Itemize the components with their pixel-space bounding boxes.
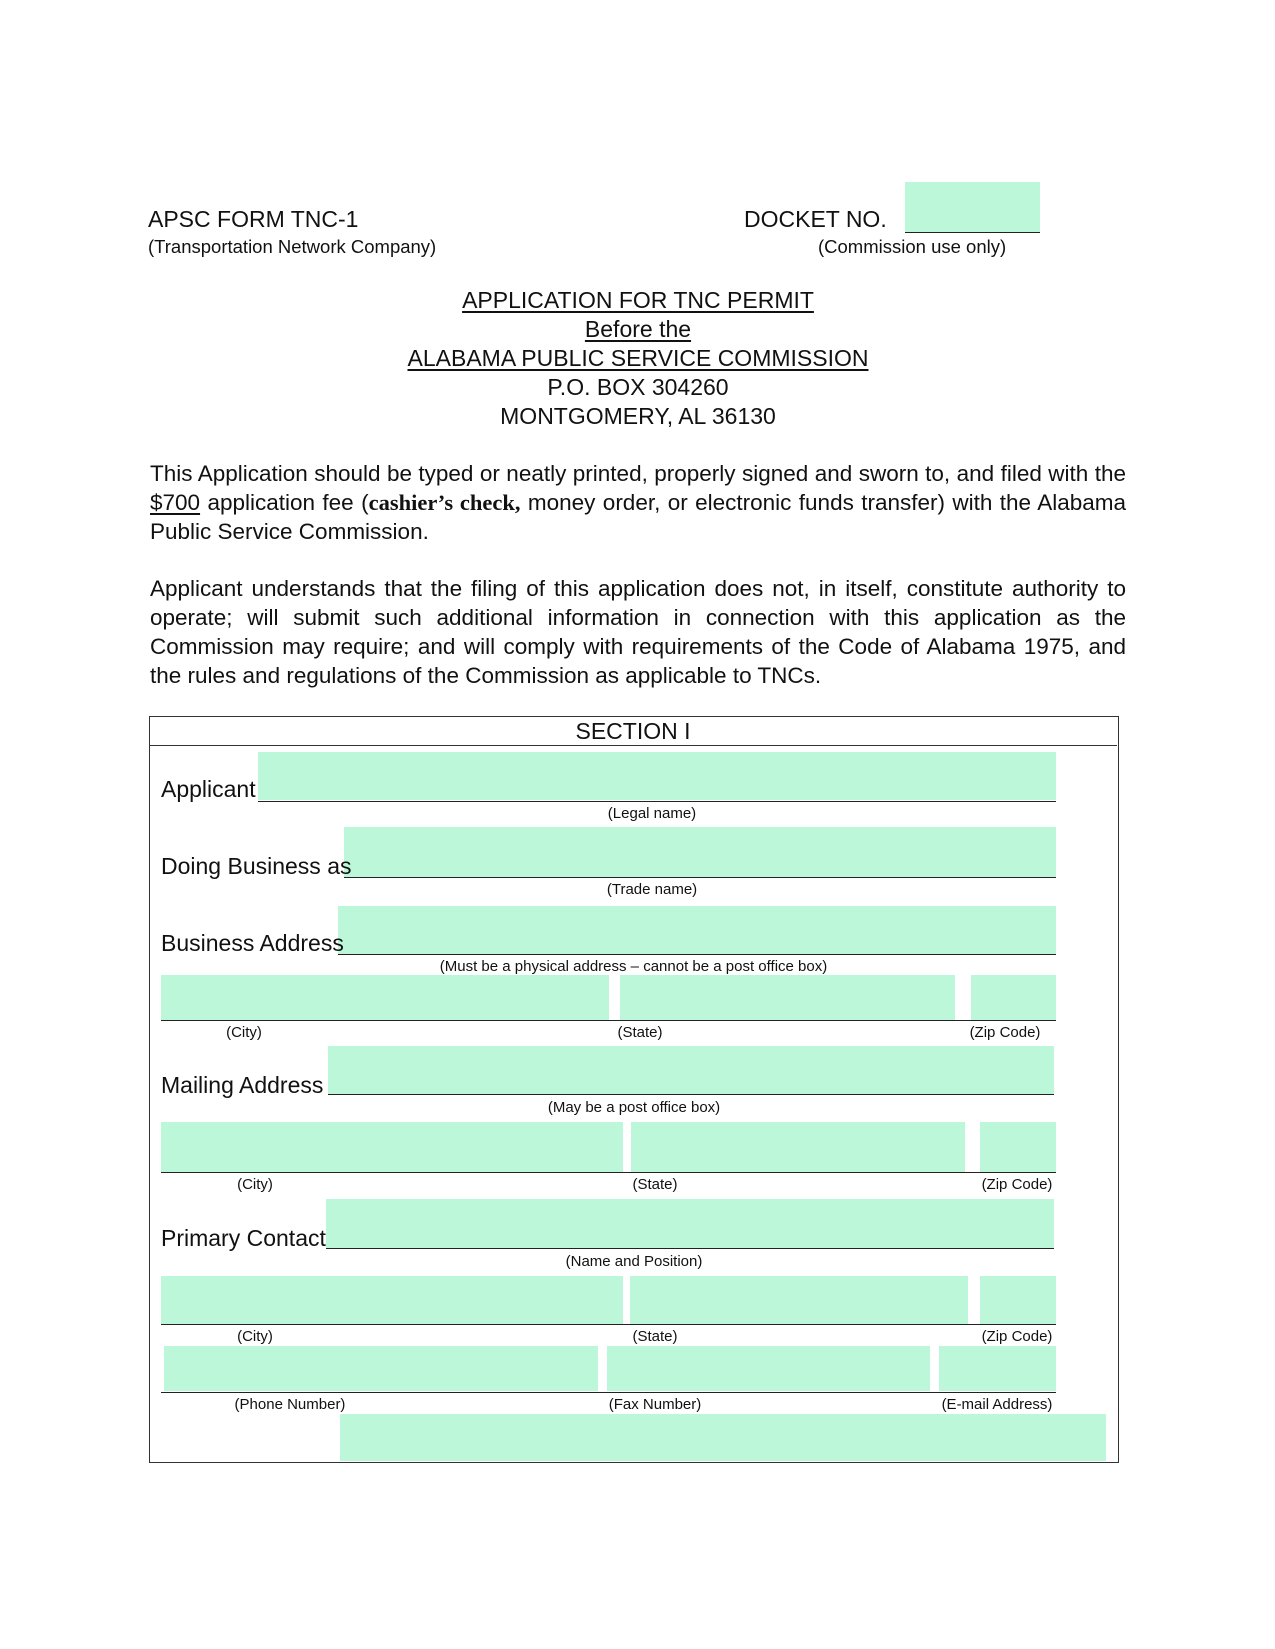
primary-contact-field[interactable] xyxy=(326,1199,1054,1248)
intro-p1-a: This Application should be typed or neatly printed, properly signed and sworn to, and filed with the xyxy=(150,461,1126,486)
intro-p1-b: application fee ( xyxy=(200,490,369,515)
business-city-field[interactable] xyxy=(161,975,609,1020)
mailing-city-field[interactable] xyxy=(161,1122,623,1172)
section-title: SECTION I xyxy=(149,717,1117,746)
additional-field[interactable] xyxy=(340,1414,1106,1461)
primary-contact-caption: (Name and Position) xyxy=(565,1253,703,1270)
mailing-city-caption: (City) xyxy=(237,1176,273,1193)
contact-city-caption: (City) xyxy=(237,1328,273,1345)
contact-zip-field[interactable] xyxy=(980,1276,1056,1324)
fax-field[interactable] xyxy=(607,1346,930,1391)
applicant-underline xyxy=(258,801,1056,802)
business-address-label: Business Address xyxy=(161,930,344,956)
primary-contact-label: Primary Contact xyxy=(161,1225,326,1251)
business-city-caption: (City) xyxy=(226,1024,262,1041)
contact-state-field[interactable] xyxy=(630,1276,968,1324)
title-before-text: Before the xyxy=(584,316,692,342)
form-subtitle: (Transportation Network Company) xyxy=(148,236,437,257)
docket-number-underline xyxy=(905,232,1040,233)
mailing-zip-field[interactable] xyxy=(980,1122,1056,1172)
form-id: APSC FORM TNC-1 xyxy=(148,206,359,232)
primary-contact-underline xyxy=(326,1248,1054,1249)
dba-label: Doing Business as xyxy=(161,853,352,879)
business-address-underline xyxy=(338,954,1056,955)
mailing-address-field[interactable] xyxy=(328,1046,1054,1094)
business-zip-caption: (Zip Code) xyxy=(969,1024,1041,1041)
docket-number-field[interactable] xyxy=(905,182,1040,232)
business-zip-field[interactable] xyxy=(971,975,1056,1020)
applicant-field[interactable] xyxy=(258,752,1056,800)
contact-city-field[interactable] xyxy=(161,1276,623,1324)
business-citystate-underline xyxy=(161,1020,1056,1021)
applicant-caption: (Legal name) xyxy=(607,805,697,822)
email-field[interactable] xyxy=(939,1346,1056,1391)
intro-p1-c: money order, or electronic funds transfer) with the Alabama Public Service Commission. xyxy=(150,490,1126,544)
mailing-address-caption: (May be a post office box) xyxy=(547,1099,721,1116)
dba-field[interactable] xyxy=(344,827,1056,877)
contact-state-caption: (State) xyxy=(632,1328,678,1345)
business-address-field[interactable] xyxy=(338,906,1056,954)
business-address-caption: (Must be a physical address – cannot be a post office box) xyxy=(439,958,828,975)
title-commission xyxy=(150,345,1126,372)
dba-underline xyxy=(344,877,1056,878)
contact-phone-underline xyxy=(161,1392,1056,1393)
title-application-text: APPLICATION FOR TNC PERMIT xyxy=(462,287,814,313)
mailing-address-label: Mailing Address xyxy=(161,1072,324,1098)
title-commission-text: ALABAMA PUBLIC SERVICE COMMISSION xyxy=(407,345,869,371)
title-application xyxy=(150,287,1126,314)
intro-paragraph-2: Applicant understands that the filing of this application does not, in itself, constitute authority to operate; will submit such additional information in connection with this application as the Commission may require; and will comply with requirements of the Code of Alabama 1975, and the rules and regulations of the Commission as applicable to TNCs. xyxy=(150,576,1126,688)
applicant-label: Applicant xyxy=(161,776,256,802)
title-before xyxy=(150,316,1126,343)
docket-note: (Commission use only) xyxy=(818,236,1007,257)
contact-zip-caption: (Zip Code) xyxy=(981,1328,1053,1345)
mailing-citystate-underline xyxy=(161,1172,1056,1173)
fax-caption: (Fax Number) xyxy=(608,1396,702,1413)
mailing-address-underline xyxy=(328,1094,1054,1095)
phone-caption: (Phone Number) xyxy=(234,1396,346,1413)
mailing-state-caption: (State) xyxy=(632,1176,678,1193)
title-po-box: P.O. BOX 304260 xyxy=(547,374,729,400)
email-caption: (E-mail Address) xyxy=(941,1396,1053,1413)
mailing-state-field[interactable] xyxy=(631,1122,965,1172)
docket-label: DOCKET NO. xyxy=(744,206,887,232)
title-city: MONTGOMERY, AL 36130 xyxy=(500,403,776,429)
intro-fee: $700 xyxy=(150,490,201,515)
intro-paragraph-1 xyxy=(150,459,1126,546)
intro-cashiers-check: cashier’s check, xyxy=(368,490,521,515)
business-state-caption: (State) xyxy=(617,1024,663,1041)
contact-citystate-underline xyxy=(161,1324,1056,1325)
dba-caption: (Trade name) xyxy=(606,881,698,898)
business-state-field[interactable] xyxy=(620,975,955,1020)
phone-field[interactable] xyxy=(164,1346,598,1391)
mailing-zip-caption: (Zip Code) xyxy=(981,1176,1053,1193)
